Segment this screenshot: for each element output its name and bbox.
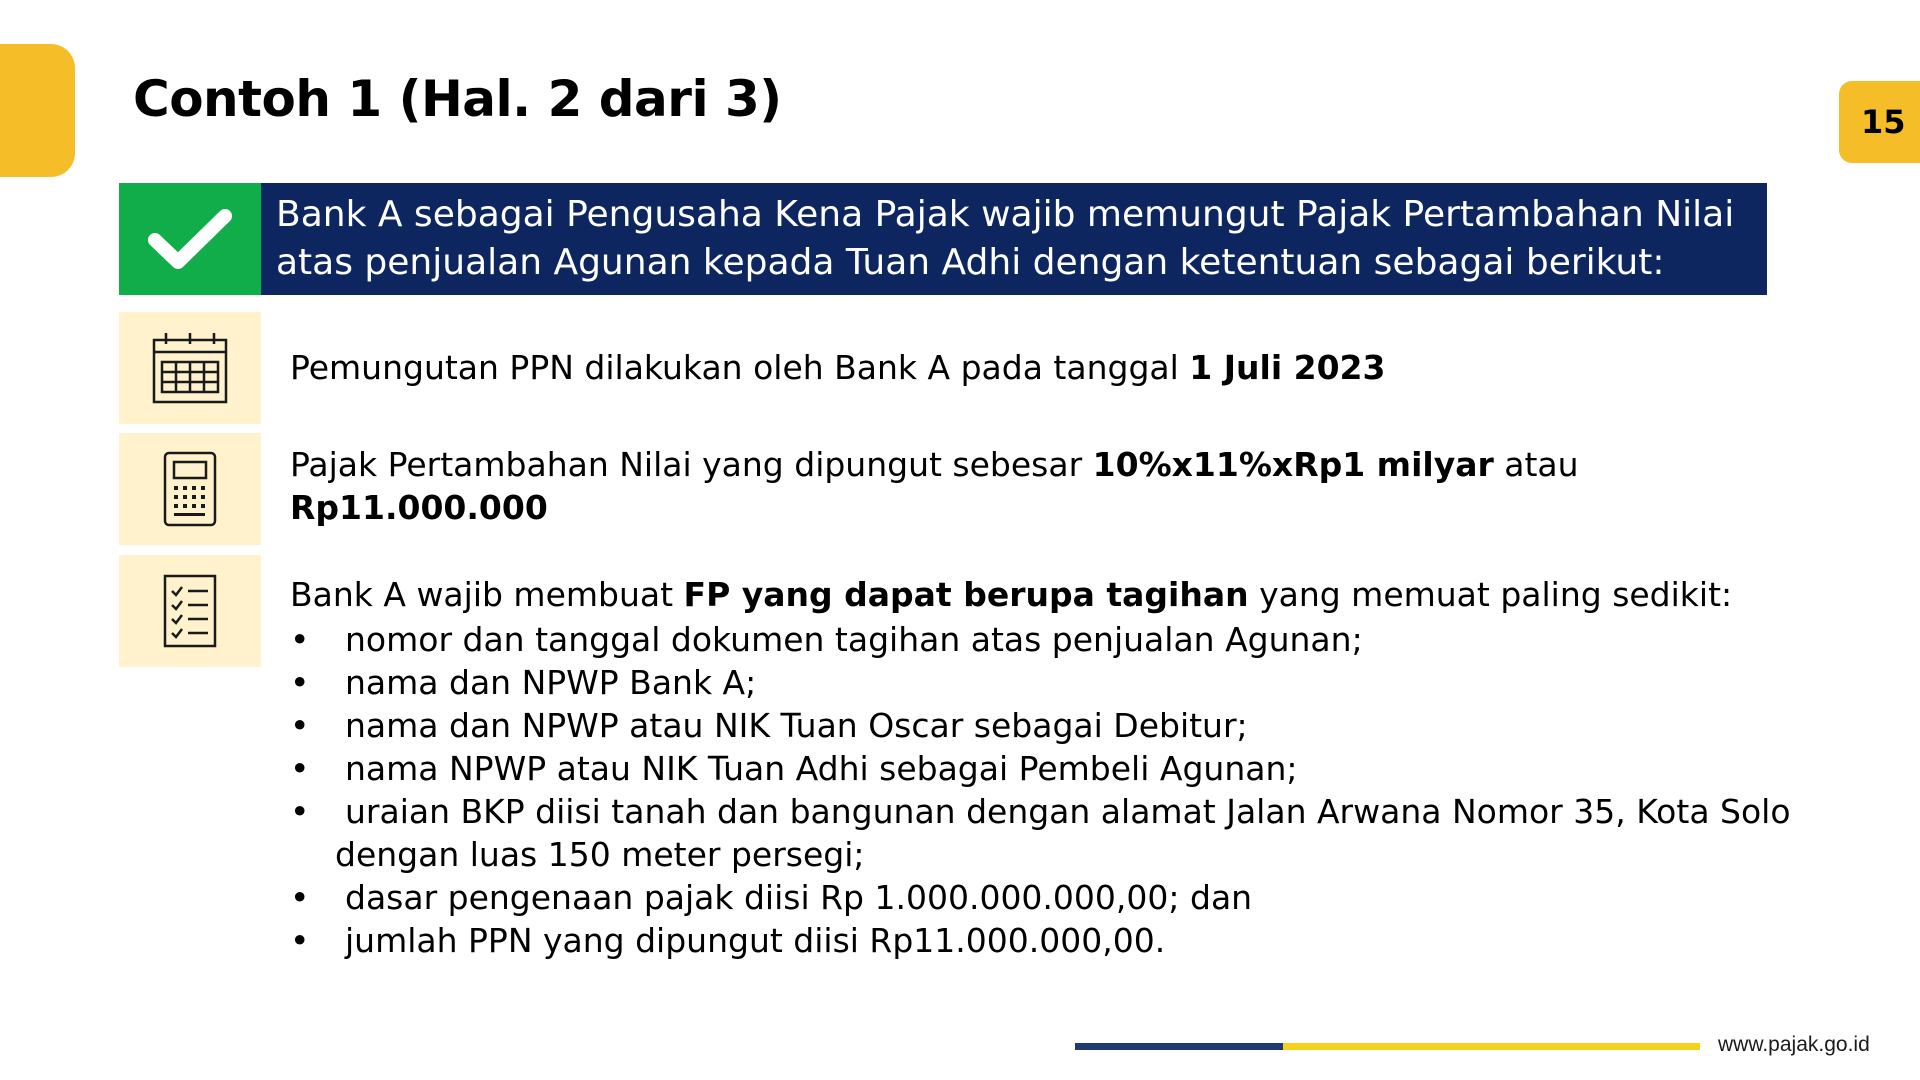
page-title: Contoh 1 (Hal. 2 dari 3) xyxy=(133,70,782,128)
row-vat-amount xyxy=(290,443,1579,529)
calendar-icon-box xyxy=(119,312,261,424)
row-collection-date xyxy=(290,346,1385,389)
list-item: • jumlah PPN yang dipungut diisi Rp11.000.000,00. xyxy=(290,919,1791,962)
row-1-text: Pemungutan PPN dilakukan oleh Bank A pada tanggal xyxy=(290,348,1190,387)
checkmark-icon xyxy=(145,204,235,274)
row-3-after: yang memuat paling sedikit: xyxy=(1248,575,1733,614)
row-1-bold: 1 Juli 2023 xyxy=(1189,348,1386,387)
list-item: • nama dan NPWP atau NIK Tuan Oscar sebagai Debitur; xyxy=(290,704,1791,747)
row-3-text: Bank A wajib membuat xyxy=(290,575,684,614)
banner-check-box xyxy=(119,183,261,295)
summary-banner xyxy=(119,183,1767,295)
list-item: • dasar pengenaan pajak diisi Rp 1.000.000.000,00; dan xyxy=(290,876,1791,919)
list-item: • nama dan NPWP Bank A; xyxy=(290,661,1791,704)
list-item xyxy=(290,790,1791,876)
footer-website-link[interactable]: www.pajak.go.id xyxy=(1718,1033,1870,1056)
checklist-icon-box xyxy=(119,555,261,667)
list-item-continuation: dengan luas 150 meter persegi; xyxy=(335,835,865,874)
list-item: • nomor dan tanggal dokumen tagihan atas penjualan Agunan; xyxy=(290,618,1791,661)
row-3-bold: FP yang dapat berupa tagihan xyxy=(683,575,1249,614)
banner-line-2: atas penjualan Agunan kepada Tuan Adhi dengan ketentuan sebagai berikut: xyxy=(276,242,1665,283)
banner-line-1: Bank A sebagai Pengusaha Kena Pajak wajib memungut Pajak Pertambahan Nilai xyxy=(276,194,1735,235)
page-number: 15 xyxy=(1861,103,1906,141)
list-item-text: uraian BKP diisi tanah dan bangunan dengan alamat Jalan Arwana Nomor 35, Kota Solo xyxy=(345,792,1791,831)
row-2-amount: Rp11.000.000 xyxy=(290,488,548,527)
checklist-icon xyxy=(162,573,218,649)
row-2-text: Pajak Pertambahan Nilai yang dipungut sebesar xyxy=(290,445,1093,484)
list-item: • nama NPWP atau NIK Tuan Adhi sebagai Pembeli Agunan; xyxy=(290,747,1791,790)
page-number-badge xyxy=(1839,81,1920,163)
footer-bar-navy xyxy=(1075,1043,1283,1050)
invoice-content-list xyxy=(290,618,1791,962)
row-invoice-requirement xyxy=(290,573,1732,616)
banner-text xyxy=(261,183,1734,295)
calendar-icon xyxy=(150,330,230,406)
calculator-icon-box xyxy=(119,433,261,545)
row-2-bold: 10%x11%xRp1 milyar xyxy=(1092,445,1494,484)
footer-bar-yellow xyxy=(1283,1043,1700,1050)
calculator-icon xyxy=(162,450,218,528)
corner-accent-tab xyxy=(0,44,75,177)
row-2-after: atau xyxy=(1493,445,1579,484)
